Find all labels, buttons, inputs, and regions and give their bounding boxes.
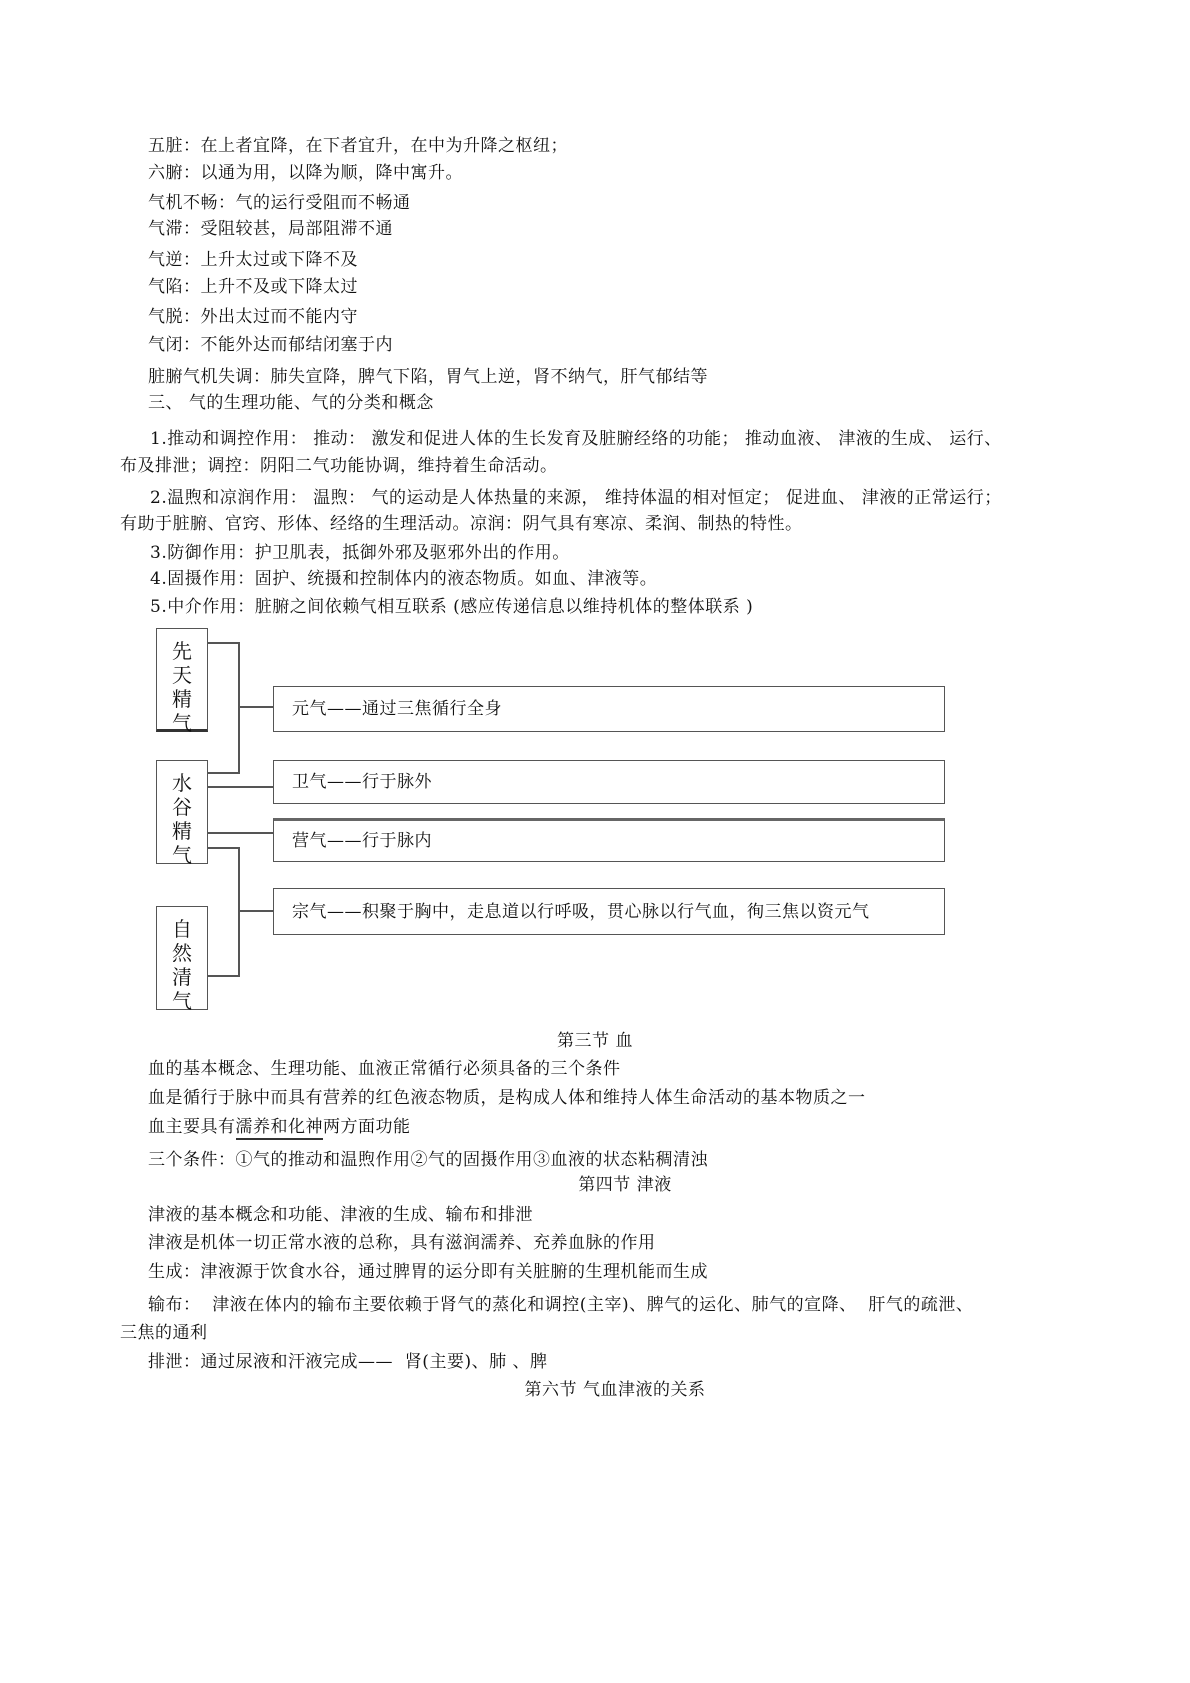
- source-box-prenatal-essence: [156, 628, 208, 735]
- text-line: 气陷：上升不及或下降太过: [148, 277, 358, 297]
- connector-line: [208, 772, 240, 774]
- connector-line: [208, 975, 240, 977]
- section-6-title: 第六节 气血津液的关系: [524, 1380, 706, 1400]
- source-char: 清: [172, 965, 192, 989]
- section-3-title: 第三节 血: [557, 1031, 633, 1051]
- source-char: 然: [172, 941, 192, 965]
- text-line: 气逆：上升太过或下降不及: [148, 250, 358, 270]
- source-char: 精: [172, 687, 192, 711]
- text-span: 血主要具有: [148, 1117, 236, 1137]
- function-item-4: 4.固摄作用：固护、统摄和控制体内的液态物质。如血、津液等。: [150, 569, 658, 589]
- connector-line: [208, 832, 274, 834]
- source-box-grain-essence: [156, 760, 208, 867]
- section-4-title: 第四节 津液: [578, 1175, 672, 1195]
- text-line: 气机不畅：气的运行受阻而不畅通: [148, 193, 411, 213]
- text-line: 血的基本概念、生理功能、血液正常循行必须具备的三个条件: [148, 1059, 621, 1079]
- text-line: 五脏：在上者宜降，在下者宜升，在中为升降之枢纽；: [148, 136, 568, 156]
- qi-type-label: 宗气——积聚于胸中，走息道以行呼吸，贯心脉以行气血，徇三焦以资元气: [292, 901, 870, 922]
- connector-line: [238, 706, 274, 708]
- text-line: 三个条件：①气的推动和温煦作用②气的固摄作用③血液的状态粘稠清浊: [148, 1150, 708, 1170]
- text-line: 输布： 津液在体内的输布主要依赖于肾气的蒸化和调控(主宰)、脾气的运化、肺气的宣降、 肝气的疏泄、: [148, 1295, 974, 1315]
- text-line: 三焦的通利: [120, 1323, 208, 1343]
- text-line: 津液是机体一切正常水液的总称，具有滋润濡养、充养血脉的作用: [148, 1233, 656, 1253]
- text-line: 气闭：不能外达而郁结闭塞于内: [148, 335, 393, 355]
- connector-line: [208, 786, 274, 788]
- text-line: 六腑：以通为用，以降为顺，降中寓升。: [148, 163, 463, 183]
- connector-line: [238, 847, 240, 977]
- function-item-3: 3.防御作用：护卫肌表，抵御外邪及驱邪外出的作用。: [150, 543, 570, 563]
- qi-type-zong-qi: [273, 888, 945, 935]
- source-char: 气: [172, 989, 192, 1013]
- qi-type-label: 元气——通过三焦循行全身: [292, 699, 502, 719]
- connector-line: [238, 910, 274, 912]
- text-line: 津液的基本概念和功能、津液的生成、输布和排泄: [148, 1205, 533, 1225]
- text-span: 两方面功能: [323, 1117, 411, 1137]
- source-char: 精: [172, 819, 192, 843]
- source-char: 气: [172, 711, 192, 735]
- function-item-2: 2.温煦和凉润作用： 温煦： 气的运动是人体热量的来源， 维持体温的相对恒定； 促进血、 津液的正常运行；: [150, 488, 1002, 508]
- source-char: 天: [172, 663, 192, 687]
- text-line: 气脱：外出太过而不能内守: [148, 307, 358, 327]
- qi-type-wei-qi: [273, 760, 945, 804]
- source-char: 气: [172, 843, 192, 867]
- source-char: 自: [172, 917, 192, 941]
- text-line: [148, 1116, 411, 1138]
- function-item-2-cont: 有助于脏腑、官窍、形体、经络的生理活动。凉润：阴气具有寒凉、柔润、制热的特性。: [120, 514, 803, 534]
- connector-line: [208, 642, 240, 644]
- qi-type-label: 卫气——行于脉外: [292, 772, 432, 792]
- section-heading: 三、 气的生理功能、气的分类和概念: [148, 393, 434, 413]
- source-char: 水: [172, 771, 192, 795]
- function-item-5: 5.中介作用：脏腑之间依赖气相互联系 (感应传递信息以维持机体的整体联系 ): [150, 597, 754, 617]
- source-box-natural-air: [156, 906, 208, 1013]
- text-line: 血是循行于脉中而具有营养的红色液态物质，是构成人体和维持人体生命活动的基本物质之一: [148, 1088, 866, 1108]
- qi-type-yuan-qi: [273, 686, 945, 732]
- source-char: 先: [172, 639, 192, 663]
- qi-type-ying-qi: [273, 818, 945, 862]
- connector-line: [238, 642, 240, 774]
- connector-line: [208, 847, 240, 849]
- text-line: 脏腑气机失调：肺失宣降，脾气下陷，胃气上逆，肾不纳气，肝气郁结等: [148, 367, 708, 387]
- text-line: 排泄：通过尿液和汗液完成—— 肾(主要)、肺 、脾: [148, 1352, 548, 1372]
- text-line: 气滞：受阻较甚，局部阻滞不通: [148, 219, 393, 239]
- source-char: 谷: [172, 795, 192, 819]
- underlined-text: 濡养和化神: [236, 1117, 324, 1140]
- function-item-1: 1.推动和调控作用： 推动： 激发和促进人体的生长发育及脏腑经络的功能； 推动血液、 津液的生成、 运行、: [150, 429, 1002, 449]
- qi-type-label: 营气——行于脉内: [292, 831, 432, 851]
- function-item-1-cont: 布及排泄；调控：阴阳二气功能协调，维持着生命活动。: [120, 456, 558, 476]
- text-line: 生成：津液源于饮食水谷，通过脾胃的运分即有关脏腑的生理机能而生成: [148, 1262, 708, 1282]
